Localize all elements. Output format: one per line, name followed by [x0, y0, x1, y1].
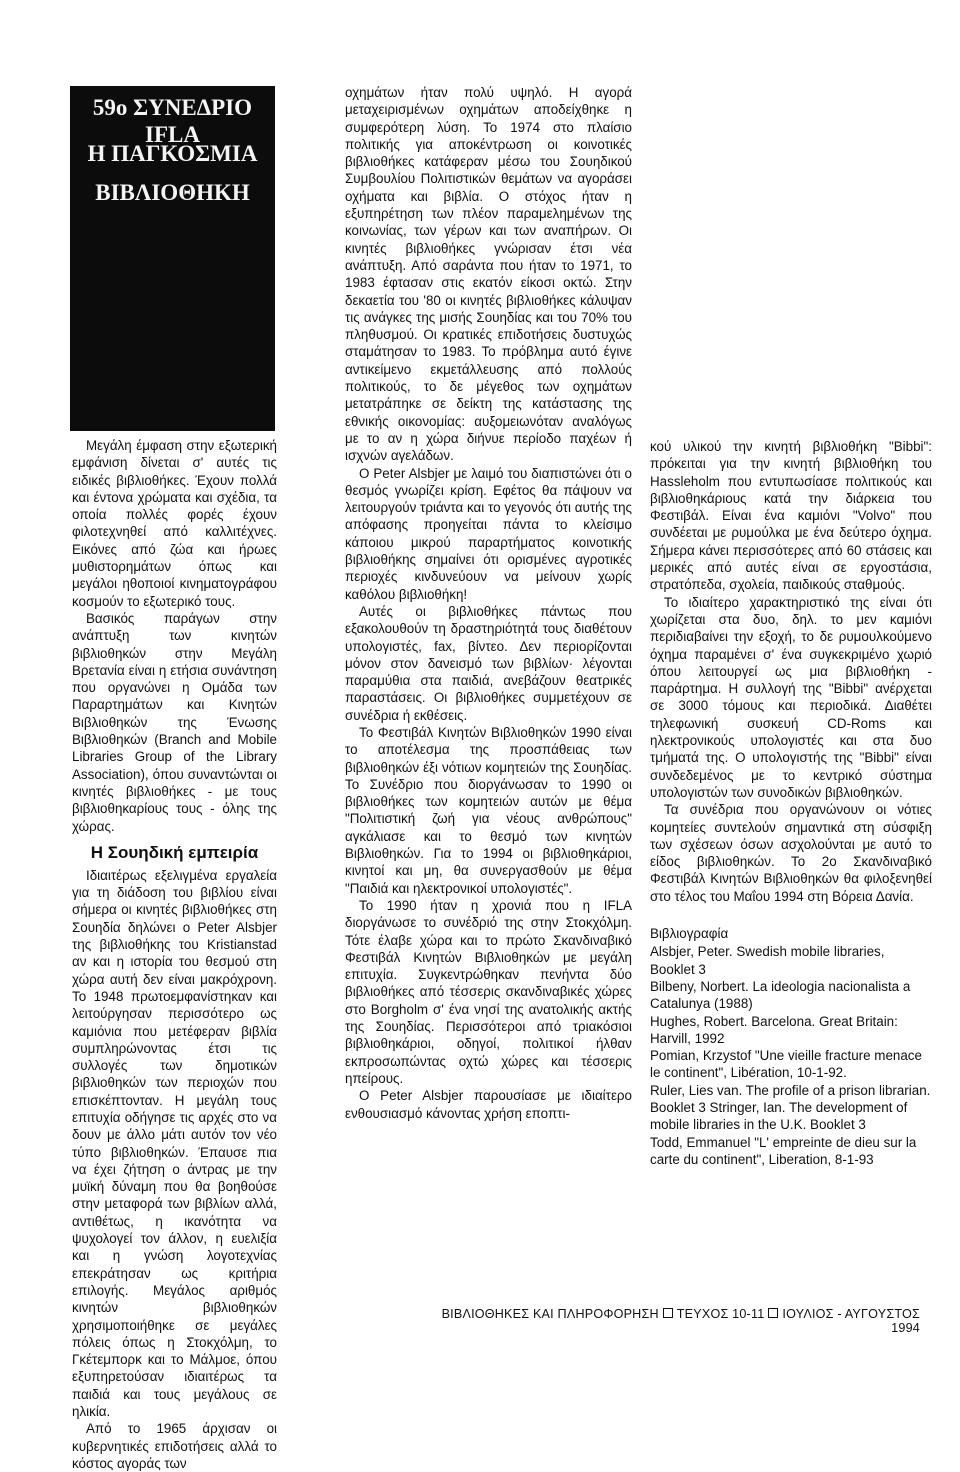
- bibliography-entry: Alsbjer, Peter. Swedish mobile libraries, Booklet 3: [650, 944, 885, 977]
- column-2: [345, 84, 632, 1122]
- square-bullet-icon: [663, 1308, 673, 1318]
- column-1: [72, 437, 277, 1472]
- paragraph: Από το 1965 άρχισαν οι κυβερνητικές επιδοτήσεις αλλά το κόστος αγοράς των: [72, 1421, 277, 1471]
- footer-date: ΙΟΥΛΙΟΣ - ΑΥΓΟΥΣΤΟΣ 1994: [782, 1307, 920, 1335]
- title-line-2: Η ΠΑΓΚΟΣΜΙΑ: [87, 141, 258, 166]
- bibliography-entry: Ruler, Lies van. The profile of a prison librarian. Booklet 3 Stringer, Ian. The development of mobile libraries in the U.K. Booklet 3: [650, 1082, 931, 1133]
- bibliography-entry: Pomian, Krzystof "Une vieille fracture menace le continent", Libération, 10-1-92.: [650, 1048, 922, 1081]
- title-line-1: 59ο ΣΥΝΕΔΡΙΟ IFLA: [92, 95, 253, 147]
- paragraph: Τα συνέδρια που οργανώνουν οι νότιες κομητείες συντελούν σημαντικά στη σύσφιξη των σχέσεων όσων ασχολούνται με αυτό το είδος βιβλιοθηκών. Το 2ο Σκανδιναβικό Φεστιβάλ Κινητών Βιβλιοθηκών θα φιλοξενηθεί στο τέλος του Μαΐου 1994 στη Βόρεια Δανία.: [650, 802, 932, 904]
- bibliography: [650, 925, 932, 1168]
- paragraph: Το 1990 ήταν η χρονιά που η IFLA διοργάνωσε το συνέδριό της στην Στοκχόλμη. Τότε έλαβε χώρα και το πρώτο Σκανδιναβικό Φεστιβάλ Κινητών Βιβλιοθηκών με μεγάλη επιτυχία. Συγκεντρώθηκαν πενήντα δύο βιβλιοθήκες από τέσσερις σκανδιναβικές χώρες στο Borgholm σ' ένα νησί της ανατολικής ακτής της Σουηδίας. Περισσότεροι από τριακόσιοι βιβλιοθηκάριοι, οδηγοί, πολιτικοί ήλθαν εκπροσωπώντας οχτώ χώρες και τέσσερις ηπείρους.: [345, 897, 632, 1086]
- paragraph: Ο Peter Alsbjer παρουσίασε με ιδιαίτερο ενθουσιασμό κάνοντας χρήση εποπτι-: [345, 1088, 632, 1121]
- paragraph: Αυτές οι βιβλιοθήκες πάντως που εξακολουθούν τη δραστηριότητά τους διαθέτουν υπολογιστές, fax, βίντεο. Δεν περιορίζονται μόνον στον δανεισμό των βιβλίων· λέγονται παραμύθια στα παιδιά, ανεβάζουν θεατρικές παραστάσεις. Οι βιβλιοθήκες συμμετέχουν σε συνέδρια ή εκθέσεις.: [345, 603, 632, 723]
- column-3: [650, 438, 932, 1168]
- square-bullet-icon: [768, 1308, 778, 1318]
- section-heading: Η Σουηδική εμπειρία: [90, 842, 259, 862]
- paragraph: Ιδιαιτέρως εξελιγμένα εργαλεία για τη διάδοση του βιβλίου είναι σήμερα οι κινητές βιβλιοθήκες στη Σουηδία δηλώνει ο Peter Alsbjer της βιβλιοθήκης του Kristianstad αν και η ιστορία του θεσμού στη χώρα αυτή δεν είναι μακρόχρονη. Το 1948 πρωτοεμφανίστηκαν και λειτούργησαν περισσότερο ως καμιόνια που μετέφεραν βιβλία συμπληρώνοντας έτσι τις συλλογές των δημοτικών βιβλιοθηκών των περιοχών που επισκέπτονταν. Η μεγάλη τους επιτυχία οδήγησε τις αρχές στο να δουν με άλλο μάτι αυτόν τον νέο τύπο βιβλιοθηκών. Έπαυσε πια να έχει ζήτηση ο άντρας με την μυϊκή δύναμη που θα βοηθούσε στην μεταφορά των βιβλίων αλλά, αντιθέτως, η ικανότητα να ψυχολογεί τον άλλον, η ευελιξία και η γνώση λογοτεχνίας επεκράτησαν ως κριτήρια επιλογής. Μεγάλος αριθμός κινητών βιβλιοθηκών χρησιμοποιήθηκε σε μεγάλες πόλεις όπως η Στοκχόλμη, το Γκέτεμπορκ και το Μάλμοε, όπου εξυπηρετούσαν ιδιαιτέρως τα παιδιά και τους μεγάλους σε ηλικία.: [72, 867, 277, 1420]
- paragraph: Ο Peter Alsbjer με λαιμό του διαπιστώνει ότι ο θεσμός γνωρίζει κρίση. Εφέτος θα πάψουν να λειτουργούν τριάντα και το γεγονός ότι αυτής της απόφασης προηγείται πάντα το κλείσιμο κάποιου μικρού παραρτήματος κοινοτικής βιβλιοθήκης σημαίνει ότι ορισμένες αγροτικές περιοχές κινδυνεύουν να μείνουν χωρίς καθόλου βιβλιοθήκη!: [345, 465, 632, 602]
- bibliography-heading: Βιβλιογραφία: [650, 926, 729, 942]
- footer-issue: ΤΕΥΧΟΣ 10-11: [676, 1307, 765, 1321]
- title-line-3: ΒΙΒΛΙΟΘΗΚΗ: [95, 180, 250, 205]
- paragraph: Μεγάλη έμφαση στην εξωτερική εμφάνιση δίνεται σ' αυτές τις ειδικές βιβλιοθήκες. Έχουν πολλά και έντονα χρώματα και σχέδια, τα οποία πολλές φορές έχουν φιλοτεχνηθεί από καλλιτέχνες. Εικόνες από ζώα και ήρωες μυθιστορημάτων όπως και μεγάλοι ηθοποιοί κινηματογράφου κοσμούν το εξωτερικό τους.: [72, 438, 277, 609]
- paragraph: Το ιδιαίτερο χαρακτηριστικό της είναι ότι χωρίζεται στα δυο, δηλ. το μεν καμιόνι περιδιαβαίνει την εξοχή, το δε ρυμουλκούμενο όχημα παραμένει σ' ένα συγκεκριμένο χωριό όπου λειτουργεί ως μια βιβλιοθήκη - παράρτημα. Η συλλογή της "Bibbi" ανέρχεται σε 3000 τόμους και περιοδικά. Διαθέτει τηλεφωνική συσκευή CD-Roms και ηλεκτρονικούς υπολογιστές και στα δυο τμήματά της. Ο υπολογιστής της "Bibbi" είναι συνδεδεμένος με το κεντρικό σύστημα υπολογιστών των συνοδικών βιβλιοθηκών.: [650, 594, 932, 800]
- bibliography-entry: Hughes, Robert. Barcelona. Great Britain: Harvill, 1992: [650, 1013, 898, 1046]
- footer-publication: ΒΙΒΛΙΟΘΗΚΕΣ ΚΑΙ ΠΛΗΡΟΦΟΡΗΣΗ: [441, 1307, 659, 1321]
- title-block: [70, 86, 275, 431]
- bibliography-entry: Bilbeny, Norbert. La ideologia nacionalista a Catalunya (1988): [650, 978, 911, 1012]
- paragraph: κού υλικού την κινητή βιβλιοθήκη "Bibbi": πρόκειται για την κινητή βιβλιοθήκη του Hassleholm που εντυπωσίασε πολιτικούς και βιβλιοθηκάριους κατά την διάρκεια του Φεστιβάλ. Είναι ένα καμιόνι "Volvo" που συνδέεται με ρυμούλκα με ένα δεύτερο όχημα. Σήμερα κάνει περισσότερες από 60 στάσεις και μερικές από αυτές είναι σε εργοστάσια, στρατόπεδα, σχολεία, παιδικούς σταθμούς.: [650, 439, 932, 593]
- bibliography-entry: Todd, Emmanuel "L' empreinte de dieu sur la carte du continent", Liberation, 8-1-93: [650, 1134, 917, 1167]
- paragraph: Βασικός παράγων στην ανάπτυξη των κινητών βιβλιοθηκών στην Μεγάλη Βρετανία είναι η ετήσια συνάντηση που οργανώνει η Ομάδα των Παραρτημάτων και Κινητών Βιβλιοθηκών της Ένωσης Βιβλιοθηκών (Branch and Mobile Libraries Group of the Library Association), όπου συναντώνται οι κινητές βιβλιοθήκες - με τους βιβλιοθηκαρίους τους - όλης της χώρας.: [72, 610, 277, 834]
- paragraph: οχημάτων ήταν πολύ υψηλό. Η αγορά μεταχειρισμένων οχημάτων αποδείχθηκε η συμφερότερη λύση. Το 1974 στο πλαίσιο πολιτικής για αποκέντρωση οι κοινοτικές βιβλιοθήκες κατάφεραν μέσω του Σουηδικού Συμβουλίου Πολιτιστικών θεμάτων να αγοράσει οχήματα και βιβλία. Ο στόχος ήταν η εξυπηρέτηση των πλέον παραμελημένων της κοινωνίας, των γέρων και των αναπήρων. Οι κινητές βιβλιοθήκες γνώρισαν έτσι νέα ανάπτυξη. Από σαράντα που ήταν το 1971, το 1983 έφτασαν στις εκατόν είκοσι οκτώ. Στην δεκαετία του '80 οι κινητές βιβλιοθήκες κάλυψαν τις ανάγκες της μισής Σουηδίας και του 70% του πληθυσμού. Οι κρατικές επιδοτήσεις δυστυχώς σταμάτησαν το 1983. Το πρόβλημα αυτό έγινε αντικείμενο εκμετάλλευσης από πολλούς πολιτικούς, το δε μέγεθος των οχημάτων μετατράπηκε σε δείκτη της κατάστασης της εθνικής οικονομίας: αυξομειωνόταν αναλόγως με το αν η χώρα διήνυε περίοδο παχέων ή ισχνών αγελάδων.: [345, 85, 632, 464]
- title-lower: [70, 140, 275, 206]
- paragraph: Το Φεστιβάλ Κινητών Βιβλιοθηκών 1990 είναι το αποτέλεσμα της προσπάθειας των βιβλιοθηκών έξι νότιων κομητειών της Σουηδίας. Το Συνέδριο που διοργάνωσαν το 1990 οι βιβλιοθήκες των κομητειών αυτών με θέμα "Πολιτιστική ζωή για νέους ανθρώπους" αγκάλιασε και το θεσμό των κινητών Βιβλιοθηκών. Για το 1994 οι βιβλιοθηκάριοι, κινητοί και μη, θα συνεργασθούν με θέμα "Παιδιά και ηλεκτρονικοί υπολογιστές".: [345, 724, 632, 896]
